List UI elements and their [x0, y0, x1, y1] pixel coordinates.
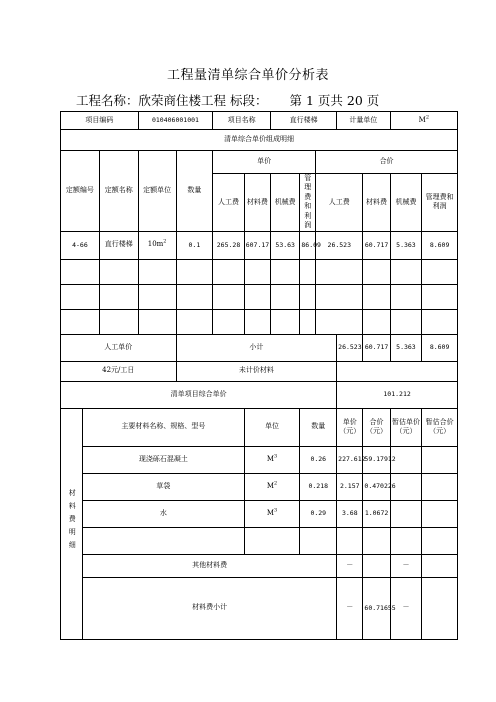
mat-col-est-total: 暂估合价（元） — [422, 408, 458, 446]
material-unit: $M^3$ — [244, 500, 300, 527]
material-row — [61, 500, 458, 527]
col-machine-total: 机械费 — [390, 174, 422, 232]
material-price: 2.157 — [337, 473, 363, 500]
subtotal-material: 60.717 — [363, 334, 390, 361]
quota-machine: 53.63 — [271, 231, 300, 259]
mat-col-name: 主要材料名称、规格、型号 — [83, 408, 245, 446]
material-side-label: 材料费明细 — [61, 408, 83, 639]
unit-label: 计量单位 — [337, 112, 391, 130]
unpriced-label: 未计价材料 — [176, 361, 337, 381]
material-row — [61, 446, 458, 473]
material-total: 59.17912 — [363, 446, 390, 473]
other-materials-price: － — [337, 554, 363, 577]
materials-subtotal-label: 材料费小计 — [83, 577, 337, 639]
col-quota-no: 定额编号 — [61, 151, 100, 232]
material-qty: 0.218 — [300, 473, 337, 500]
material-total: 0.470226 — [363, 473, 390, 500]
project-name: 欣荣商住楼工程 — [138, 93, 227, 108]
other-materials-est: － — [390, 554, 422, 577]
materials-subtotal-est: － — [390, 577, 422, 639]
composite-value: 101.212 — [337, 381, 458, 408]
col-quota-name: 定额名称 — [99, 151, 138, 232]
quota-name: 直行楼梯 — [99, 231, 138, 259]
quota-material-total: 60.717 — [363, 231, 390, 259]
material-unit: $M^3$ — [244, 446, 300, 473]
quota-no: 4-66 — [61, 231, 100, 259]
material-qty: 0.29 — [300, 500, 337, 527]
name-label: 项目名称 — [213, 112, 271, 130]
col-labor-total: 人工费 — [316, 174, 363, 232]
material-name: 现浇砾石混凝土 — [83, 446, 245, 473]
other-materials-row — [61, 554, 458, 577]
page-number: 第 1 页共 20 页 — [289, 93, 380, 108]
labor-unit-label: 人工单价 — [61, 334, 177, 361]
mat-col-est-price: 暂估单价（元） — [390, 408, 422, 446]
material-row — [61, 473, 458, 500]
composite-label: 清单项目综合单价 — [61, 381, 337, 408]
material-name: 草袋 — [83, 473, 245, 500]
material-total: 1.0672 — [363, 500, 390, 527]
material-unit: $M^2$ — [244, 473, 300, 500]
col-labor: 人工费 — [213, 174, 244, 232]
col-machine: 机械费 — [271, 174, 300, 232]
mat-col-qty: 数量 — [300, 408, 337, 446]
col-quota-unit: 定额单位 — [138, 151, 176, 232]
material-name: 水 — [83, 500, 245, 527]
mat-col-total: 合价（元） — [363, 408, 390, 446]
name-value: 直行楼梯 — [271, 112, 337, 130]
material-price: 227.612 — [337, 446, 363, 473]
analysis-table — [60, 111, 458, 640]
empty-row — [61, 309, 458, 334]
quota-mgmt: 86.09 — [300, 231, 316, 259]
page-title: 工程量清单综合单价分析表 — [166, 68, 329, 83]
col-qty: 数量 — [176, 151, 213, 232]
unpriced-row — [61, 361, 458, 381]
code-value: 010406001001 — [138, 112, 213, 130]
material-row-empty — [61, 527, 458, 554]
materials-subtotal-row — [61, 577, 458, 639]
materials-subtotal-total: 60.71655 — [363, 577, 390, 639]
material-price: 3.68 — [337, 500, 363, 527]
subtotal-labor: 26.523 — [337, 334, 363, 361]
quota-qty: 0.1 — [176, 231, 213, 259]
col-unit-price: 单价 — [213, 151, 316, 174]
quota-labor-total: 26.523 — [316, 231, 363, 259]
quota-machine-total: 5.363 — [390, 231, 422, 259]
other-materials-label: 其他材料费 — [83, 554, 337, 577]
section-label: 标段： — [230, 93, 268, 108]
mat-col-unit: 单位 — [244, 408, 300, 446]
quota-labor: 265.28 — [213, 231, 244, 259]
material-qty: 0.26 — [300, 446, 337, 473]
project-label: 工程名称： — [76, 93, 139, 108]
empty-row — [61, 284, 458, 309]
col-material: 材料费 — [244, 174, 270, 232]
col-mgmt: 管理费和利润 — [300, 174, 316, 232]
materials-subtotal-price: － — [337, 577, 363, 639]
quota-row — [61, 231, 458, 259]
subtotal-row — [61, 334, 458, 361]
composition-title: 清单综合单价组成明细 — [61, 130, 458, 151]
quota-mgmt-total: 8.609 — [422, 231, 458, 259]
empty-row — [61, 259, 458, 284]
col-total-price: 合价 — [316, 151, 458, 174]
unit-value: $M^2$ — [390, 112, 457, 130]
subtotal-mgmt: 8.609 — [422, 334, 458, 361]
subtotal-label: 小计 — [176, 334, 337, 361]
code-label: 项目编码 — [61, 112, 139, 130]
quota-material: 607.17 — [244, 231, 270, 259]
project-info-line — [76, 91, 379, 109]
quota-unit: $10m^2$ — [138, 231, 176, 259]
material-header-row — [61, 408, 458, 446]
col-mgmt-total: 管理费和利润 — [422, 174, 458, 232]
unpriced-value — [337, 361, 458, 381]
subtotal-machine: 5.363 — [390, 334, 422, 361]
composite-row — [61, 381, 458, 408]
header-row — [61, 112, 458, 130]
col-material-total: 材料费 — [363, 174, 390, 232]
mat-col-price: 单价（元） — [337, 408, 363, 446]
labor-unit-value: 42元/工日 — [61, 361, 177, 381]
